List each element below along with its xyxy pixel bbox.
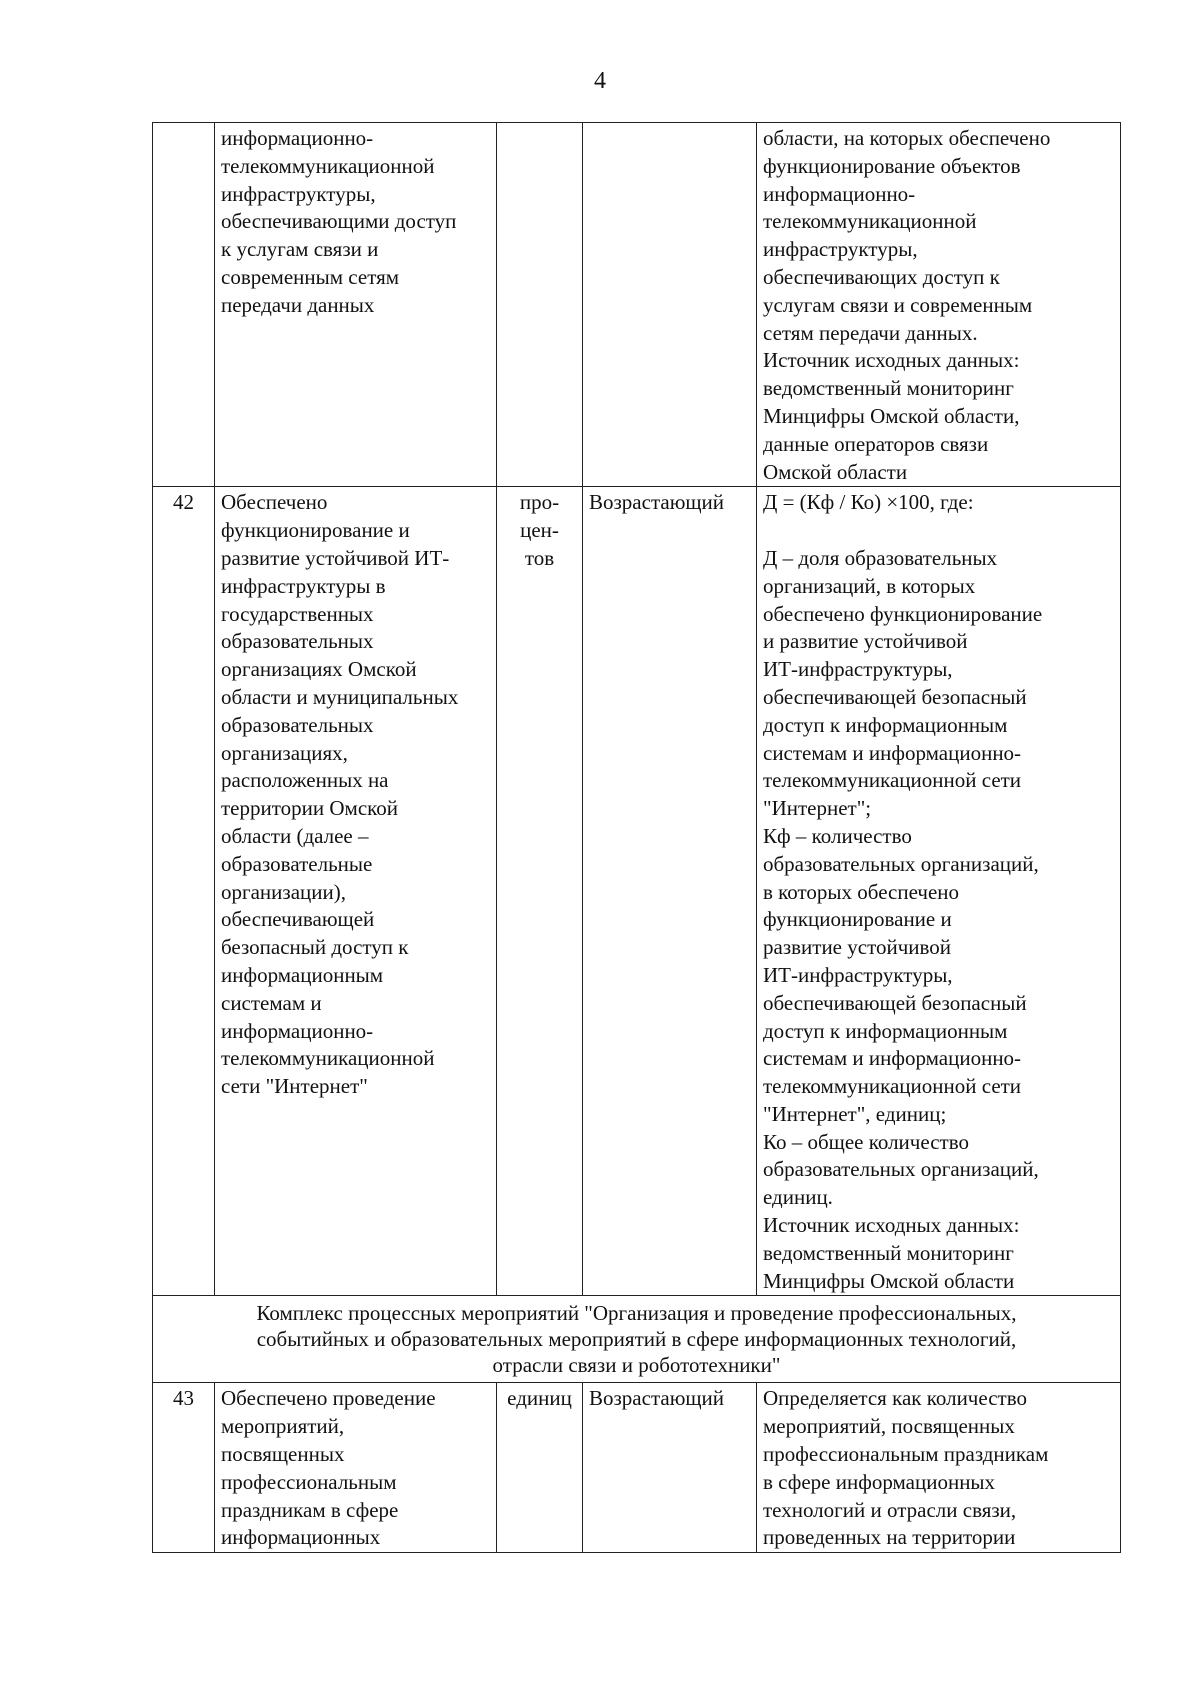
table-row [153, 123, 1121, 487]
calculation-method: Определяется как количество мероприятий, посвященных профессиональным праздникам в сфере информационных технологий и отрасли связи, проведенных на территории [757, 1383, 1121, 1553]
direction [583, 123, 757, 487]
unit-of-measure [497, 123, 583, 487]
direction: Возрастающий [583, 487, 757, 1296]
calculation-method: области, на которых обеспечено функционирование объектов информационно- телекоммуникационной инфраструктуры, обеспечивающих доступ к услугам связи и современным сетям передачи данных. Источник исходных данных: ведомственный мониторинг Минцифры Омской области, данные операторов связи Омской области [757, 123, 1121, 487]
formula: Д = (Кф / Ко) ×100, где: [763, 490, 974, 515]
row-number: 42 [153, 487, 215, 1296]
unit-of-measure: про- цен- тов [497, 487, 583, 1296]
page-number: 4 [594, 68, 606, 94]
section-title: Комплекс процессных мероприятий "Организация и проведение профессиональных, событийных и образовательных мероприятий в сфере информационных технологий, отрасли связи и робототехники" [153, 1296, 1121, 1383]
calculation-method-cell [757, 487, 1121, 1296]
row-number: 43 [153, 1383, 215, 1553]
indicator-name: информационно- телекоммуникационной инфраструктуры, обеспечивающими доступ к услугам связи и современным сетям передачи данных [215, 123, 497, 487]
section-heading-row [153, 1296, 1121, 1383]
direction: Возрастающий [583, 1383, 757, 1553]
blank-line [763, 517, 1114, 545]
table-row [153, 487, 1121, 1296]
row-number [153, 123, 215, 487]
indicators-table [152, 122, 1121, 1553]
indicator-name: Обеспечено проведение мероприятий, посвященных профессиональным праздникам в сфере информационных [215, 1383, 497, 1553]
indicator-name: Обеспечено функционирование и развитие устойчивой ИТ- инфраструктуры в государственных образовательных организациях Омской области и муниципальных образовательных организациях, расположенных на территории Омской области (далее – образовательные организации), обеспечивающей безопасный доступ к информационным системам и информационно- телекоммуникационной сети "Интернет" [215, 487, 497, 1296]
unit-of-measure: единиц [497, 1383, 583, 1553]
calculation-method: Д – доля образовательных организаций, в которых обеспечено функционирование и развитие устойчивой ИТ-инфраструктуры, обеспечивающей безопасный доступ к информационным системам и информационно- телекоммуникационной сети "Интернет"; Кф – количество образовательных организаций, в которых обеспечено функционирование и развитие устойчивой ИТ-инфраструктуры, обеспечивающей безопасный доступ к информационным системам и информационно- телекоммуникационной сети "Интернет", единиц; Ко – общее количество образовательных организаций, единиц. Источник исходных данных: ведомственный мониторинг Минцифры Омской области [763, 545, 1043, 1293]
table-row [153, 1383, 1121, 1553]
